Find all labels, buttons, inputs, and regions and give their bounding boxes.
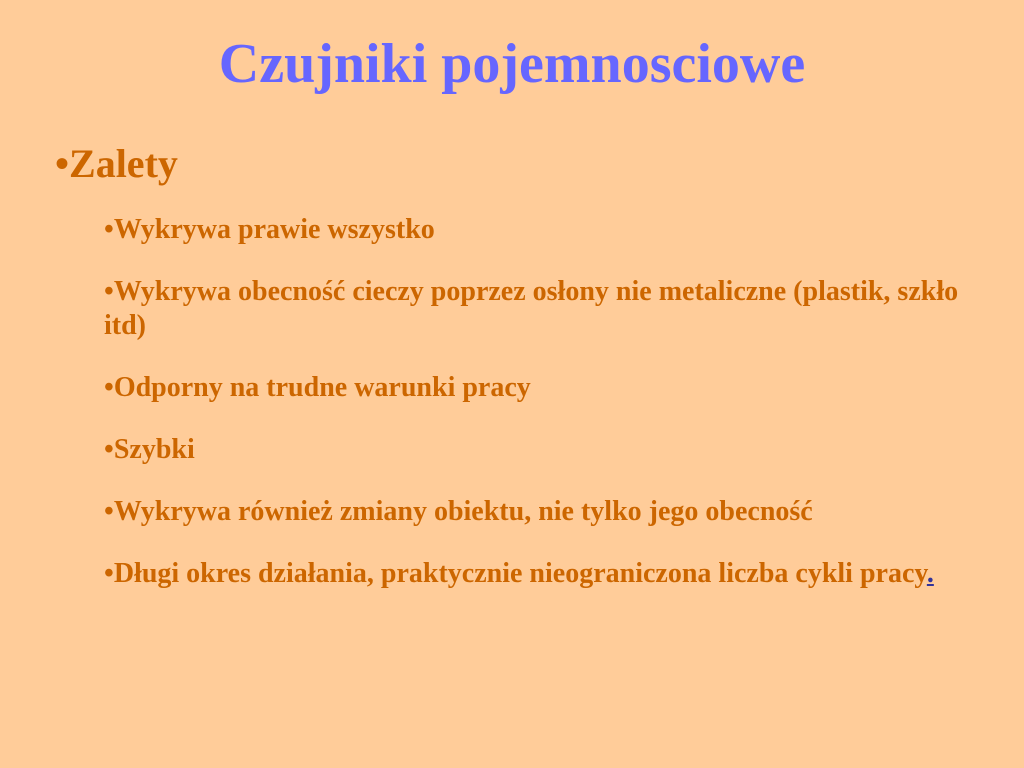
list-item (104, 213, 984, 247)
section-label: Zalety (69, 141, 178, 186)
item-bullet: • (104, 496, 114, 527)
list-item (104, 557, 984, 591)
advantages-list (104, 213, 984, 619)
list-item (104, 371, 984, 405)
slide-title: Czujniki pojemnosciowe (218, 33, 806, 95)
item-bullet: • (104, 434, 114, 465)
item-bullet: • (104, 276, 114, 307)
list-item (104, 433, 984, 467)
item-bullet: • (104, 214, 114, 245)
item-text: Szybki (113, 434, 195, 465)
list-item (104, 275, 984, 343)
item-text: Wykrywa obecność cieczy poprzez osłony nie metaliczne (plastik, szkło itd) (104, 276, 959, 341)
item-bullet: • (104, 558, 114, 589)
item-trailing-period: . (926, 558, 934, 589)
item-text: Odporny na trudne warunki pracy (113, 372, 531, 403)
item-text: Długi okres działania, praktycznie nieograniczona liczba cykli pracy (113, 558, 927, 589)
section-bullet: • (55, 141, 70, 186)
item-bullet: • (104, 372, 114, 403)
list-item (104, 495, 984, 529)
item-text: Wykrywa również zmiany obiektu, nie tylko jego obecność (113, 496, 813, 527)
item-text: Wykrywa prawie wszystko (113, 214, 435, 245)
section-heading (55, 140, 178, 188)
